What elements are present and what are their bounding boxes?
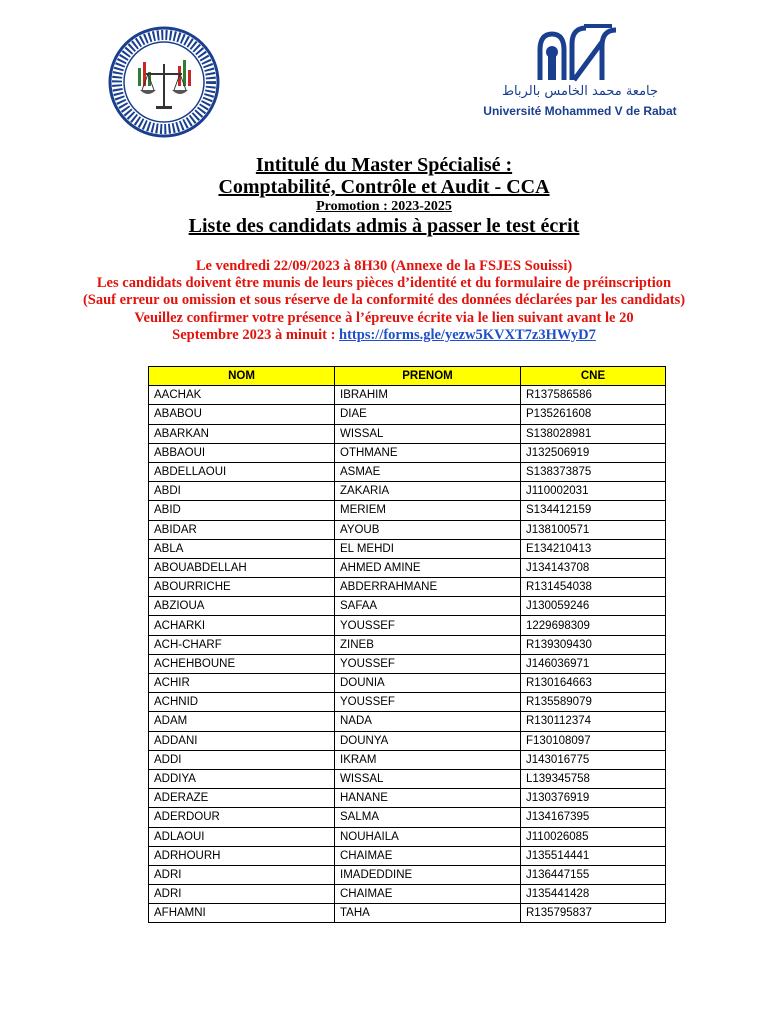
faculty-seal-logo [108,26,220,138]
cell-cne: S134412159 [521,501,666,520]
column-header-cne: CNE [521,367,666,386]
cell-nom: ACH-CHARF [149,635,335,654]
table-row [149,769,666,788]
cell-cne: S138028981 [521,424,666,443]
cell-nom: ADRHOURH [149,846,335,865]
table-row [149,731,666,750]
cell-prenom: WISSAL [335,769,521,788]
cell-cne: S138373875 [521,462,666,481]
table-row [149,424,666,443]
cell-prenom: ABDERRAHMANE [335,578,521,597]
table-row [149,712,666,731]
cell-prenom: HANANE [335,789,521,808]
cell-cne: L139345758 [521,769,666,788]
cell-cne: E134210413 [521,539,666,558]
cell-nom: ACHARKI [149,616,335,635]
table-row [149,405,666,424]
candidates-table [148,366,666,923]
cell-nom: ABBAOUI [149,443,335,462]
cell-nom: ACHIR [149,674,335,693]
table-row [149,635,666,654]
title-promotion: Promotion : 2023-2025 [316,198,452,214]
table-row [149,462,666,481]
cell-nom: ADRI [149,865,335,884]
cell-cne: R137586586 [521,386,666,405]
cell-cne: J143016775 [521,750,666,769]
cell-cne: J130376919 [521,789,666,808]
cell-nom: ADDANI [149,731,335,750]
cell-cne: R130112374 [521,712,666,731]
column-header-nom: NOM [149,367,335,386]
cell-prenom: ASMAE [335,462,521,481]
cell-cne: J135441428 [521,885,666,904]
cell-prenom: AHMED AMINE [335,558,521,577]
cell-nom: AFHAMNI [149,904,335,923]
cell-nom: ABARKAN [149,424,335,443]
cell-cne: P135261608 [521,405,666,424]
cell-cne: R130164663 [521,674,666,693]
table-row [149,482,666,501]
university-name-french: Université Mohammed V de Rabat [483,104,677,118]
cell-nom: ADERDOUR [149,808,335,827]
table-row [149,501,666,520]
cell-prenom: DIAE [335,405,521,424]
table-row [149,597,666,616]
cell-cne: F130108097 [521,731,666,750]
cell-cne: J146036971 [521,654,666,673]
cell-nom: ACHEHBOUNE [149,654,335,673]
cell-nom: ABOUABDELLAH [149,558,335,577]
cell-prenom: IBRAHIM [335,386,521,405]
cell-nom: ABDI [149,482,335,501]
table-row [149,578,666,597]
cell-prenom: NOUHAILA [335,827,521,846]
cell-cne: J134143708 [521,558,666,577]
column-header-prenom: PRENOM [335,367,521,386]
cell-prenom: DOUNYA [335,731,521,750]
notice-disclaimer: (Sauf erreur ou omission et sous réserve de la conformité des données déclarées par les candidats) [82,292,686,309]
table-body [149,386,666,923]
cell-prenom: WISSAL [335,424,521,443]
notice-deadline-text: Septembre 2023 à minuit : [172,326,336,343]
title-program: Comptabilité, Contrôle et Audit - CCA [218,176,550,199]
cell-cne: R135795837 [521,904,666,923]
cell-prenom: NADA [335,712,521,731]
cell-nom: ADRI [149,885,335,904]
table-row [149,443,666,462]
table-row [149,885,666,904]
table-row [149,674,666,693]
table-row [149,654,666,673]
university-arches-icon [470,22,690,82]
cell-cne: R131454038 [521,578,666,597]
cell-nom: ADERAZE [149,789,335,808]
cell-nom: ABIDAR [149,520,335,539]
cell-prenom: ZINEB [335,635,521,654]
cell-prenom: IMADEDDINE [335,865,521,884]
table-row [149,808,666,827]
table-row [149,520,666,539]
cell-nom: ADAM [149,712,335,731]
cell-cne: R135589079 [521,693,666,712]
notice-deadline [40,327,728,344]
table-header-row [149,367,666,386]
cell-cne: J136447155 [521,865,666,884]
cell-prenom: CHAIMAE [335,885,521,904]
table-row [149,865,666,884]
cell-cne: J135514441 [521,846,666,865]
cell-prenom: AYOUB [335,520,521,539]
cell-prenom: DOUNIA [335,674,521,693]
cell-nom: ABLA [149,539,335,558]
title-master: Intitulé du Master Spécialisé : [255,154,513,176]
document-title-block [0,154,768,238]
cell-prenom: YOUSSEF [335,654,521,673]
table-row [149,827,666,846]
cell-cne: R139309430 [521,635,666,654]
table-row [149,846,666,865]
cell-cne: J134167395 [521,808,666,827]
table-row [149,386,666,405]
table-row [149,616,666,635]
cell-nom: ADDIYA [149,769,335,788]
notice-documents: Les candidats doivent être munis de leurs pièces d’identité et du formulaire de préinscription [96,275,672,292]
cell-prenom: YOUSSEF [335,693,521,712]
exam-notice [40,258,728,344]
cell-prenom: SALMA [335,808,521,827]
cell-prenom: ZAKARIA [335,482,521,501]
notice-date: Le vendredi 22/09/2023 à 8H30 (Annexe de la FSJES Souissi) [195,258,573,274]
cell-prenom: YOUSSEF [335,616,521,635]
cell-cne: J130059246 [521,597,666,616]
cell-nom: ADLAOUI [149,827,335,846]
cell-prenom: CHAIMAE [335,846,521,865]
cell-prenom: EL MEHDI [335,539,521,558]
cell-nom: AACHAK [149,386,335,405]
cell-nom: ABID [149,501,335,520]
cell-cne: J138100571 [521,520,666,539]
cell-nom: ABDELLAOUI [149,462,335,481]
cell-prenom: TAHA [335,904,521,923]
cell-cne: J110002031 [521,482,666,501]
cell-prenom: MERIEM [335,501,521,520]
cell-prenom: SAFAA [335,597,521,616]
university-logo [470,22,690,126]
cell-nom: ABOURRICHE [149,578,335,597]
table-row [149,789,666,808]
title-list: Liste des candidats admis à passer le test écrit [188,215,580,238]
university-name-arabic: جامعة محمد الخامس بالرباط [501,84,659,99]
cell-cne: J110026085 [521,827,666,846]
confirmation-form-link[interactable]: https://forms.gle/yezw5KVXT7z3HWyD7 [339,326,596,343]
cell-cne: 1229698309 [521,616,666,635]
cell-nom: ABZIOUA [149,597,335,616]
table-row [149,693,666,712]
cell-nom: ADDI [149,750,335,769]
table-row [149,904,666,923]
table-row [149,750,666,769]
cell-nom: ACHNID [149,693,335,712]
cell-nom: ABABOU [149,405,335,424]
notice-confirm: Veuillez confirmer votre présence à l’épreuve écrite via le lien suivant avant le 20 [134,309,634,326]
cell-cne: J132506919 [521,443,666,462]
table-row [149,539,666,558]
cell-prenom: IKRAM [335,750,521,769]
table-row [149,558,666,577]
cell-prenom: OTHMANE [335,443,521,462]
